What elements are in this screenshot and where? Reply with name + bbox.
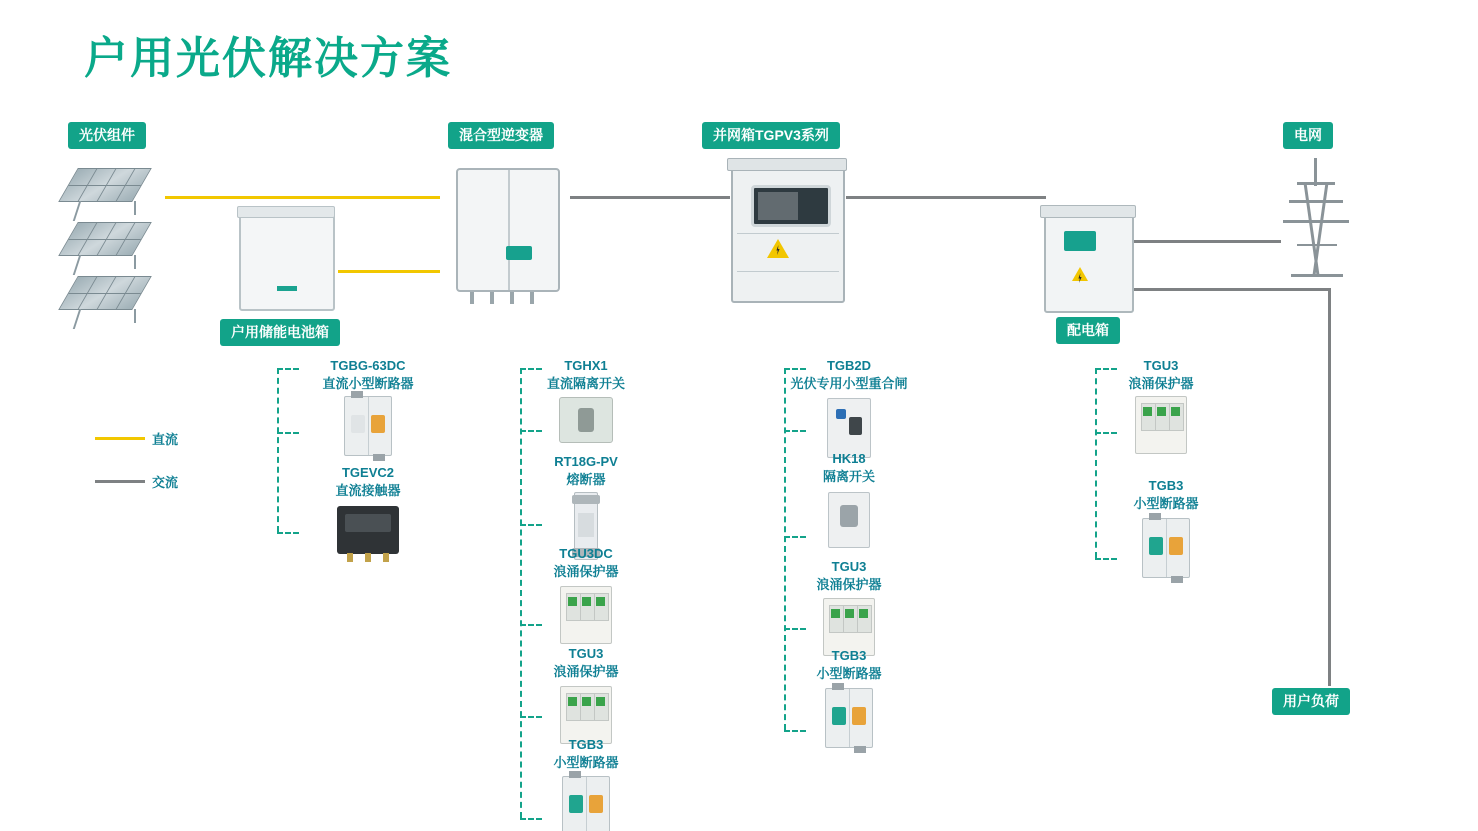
spd-indicator <box>582 697 591 706</box>
device-name: 浪涌保护器 <box>1128 375 1194 391</box>
device-label-tgb3-db <box>1133 477 1198 512</box>
page-title: 户用光伏解决方案 <box>84 34 452 83</box>
chip-grid: 电网 <box>1283 122 1333 149</box>
warning-icon <box>1072 267 1088 281</box>
inverter-connector <box>510 292 514 304</box>
device-label-tghx1 <box>547 357 625 392</box>
pv-panel-leg <box>73 255 81 275</box>
grid-box-window <box>751 185 831 227</box>
branch-tick-inverter <box>520 524 542 526</box>
pv-panel-3 <box>62 276 148 332</box>
mcb-lever <box>371 415 385 433</box>
spd-indicator <box>568 597 577 606</box>
mcb-terminal <box>1149 513 1161 520</box>
spd-indicator <box>568 697 577 706</box>
grid-box-lid <box>727 158 847 171</box>
mcb-lever <box>852 707 866 725</box>
spd-icon <box>1135 396 1187 454</box>
mcb-seam <box>849 689 850 747</box>
branch-tick-gridbox <box>784 628 806 630</box>
device-name: 直流隔离开关 <box>546 375 626 391</box>
ac-wire-load-vertical <box>1328 288 1331 686</box>
device-name: 小型断路器 <box>553 754 619 770</box>
battery-cabinet-lid <box>237 206 335 218</box>
device-label-tgb2d <box>790 357 907 392</box>
device-label-tgevc2 <box>335 464 400 499</box>
mcb-terminal <box>832 683 844 690</box>
device-model: TGB3 <box>831 648 867 663</box>
contactor-terminal <box>383 553 389 562</box>
device-model: HK18 <box>832 451 866 466</box>
spd-indicator <box>831 609 840 618</box>
legend-dc-label: 直流 <box>152 432 179 447</box>
device-name: 熔断器 <box>566 471 606 487</box>
mcb-dc-icon <box>344 396 392 456</box>
branch-tick-distbox <box>1095 558 1117 560</box>
mcb-lever <box>569 795 583 813</box>
device-label-tgu3-db <box>1128 357 1193 392</box>
dc-wire-pv-to-inverter <box>165 196 440 199</box>
spd-indicator <box>596 697 605 706</box>
fuse-cap <box>572 495 600 504</box>
device-name: 小型断路器 <box>1133 495 1199 511</box>
device-model: TGHX1 <box>564 358 608 373</box>
pv-panel-leg <box>73 201 81 221</box>
distribution-box-image <box>1044 213 1134 313</box>
inverter-connector <box>490 292 494 304</box>
mcb-icon <box>562 776 610 831</box>
mcb-icon <box>825 688 873 748</box>
rcbo-lever <box>849 417 862 435</box>
inverter-image <box>456 168 560 292</box>
device-name: 隔离开关 <box>822 468 876 484</box>
mcb-icon <box>1142 518 1190 578</box>
inverter-connector <box>470 292 474 304</box>
spd-indicator <box>1171 407 1180 416</box>
device-image-spd-db <box>1135 396 1187 454</box>
pv-panel-leg <box>73 309 81 329</box>
branch-tick-distbox <box>1095 432 1117 434</box>
chip-battery-box: 户用储能电池箱 <box>220 319 340 346</box>
spd-indicator <box>859 609 868 618</box>
device-model: RT18G-PV <box>554 454 618 469</box>
spd-indicator <box>1143 407 1152 416</box>
device-name: 浪涌保护器 <box>553 663 619 679</box>
device-model: TGU3 <box>831 559 867 574</box>
device-name: 浪涌保护器 <box>816 576 882 592</box>
fuse-body <box>578 513 594 537</box>
chip-grid-box: 并网箱TGPV3系列 <box>702 122 840 149</box>
pv-panel-face <box>58 222 152 256</box>
isolator-handle <box>840 505 858 527</box>
device-name: 直流小型断路器 <box>322 375 414 391</box>
mcb-lever <box>589 795 603 813</box>
branch-connector-battery <box>277 368 279 532</box>
device-name: 小型断路器 <box>816 665 882 681</box>
branch-tick-inverter <box>520 430 542 432</box>
mcb-lever <box>1169 537 1183 555</box>
legend-dc-line <box>95 437 145 440</box>
branch-tick-inverter <box>520 716 542 718</box>
branch-tick-gridbox <box>784 536 806 538</box>
grid-box-image <box>731 165 845 303</box>
grid-box-seam <box>737 271 839 272</box>
device-model: TGU3DC <box>559 546 613 561</box>
device-label-tgu3dc <box>553 545 618 580</box>
legend-ac-line <box>95 480 145 483</box>
warning-icon <box>767 239 789 258</box>
branch-tick-battery <box>277 532 299 534</box>
pv-panel-face <box>58 276 152 310</box>
device-name: 光伏专用小型重合闸 <box>790 375 908 391</box>
device-name: 浪涌保护器 <box>553 563 619 579</box>
spd-indicator <box>582 597 591 606</box>
device-label-hk18 <box>823 450 875 485</box>
device-model: TGBG-63DC <box>330 358 406 373</box>
spd-indicator <box>596 597 605 606</box>
device-name: 直流接触器 <box>335 482 401 498</box>
device-model: TGB2D <box>826 358 872 373</box>
mcb-seam <box>368 397 369 455</box>
pv-panel-1 <box>62 168 148 224</box>
ac-wire-distbox-to-load-h <box>1133 288 1331 291</box>
dc-wire-battery-to-inverter <box>338 270 440 273</box>
chip-dist-box: 配电箱 <box>1056 317 1120 344</box>
device-image-contactor <box>337 506 399 554</box>
device-image-mcb-gb <box>825 688 873 748</box>
mcb-seam <box>586 777 587 831</box>
ac-wire-gridbox-to-distbox <box>846 196 1046 199</box>
device-label-tgu3-gb <box>816 558 881 593</box>
ac-wire-distbox-to-grid <box>1133 240 1281 243</box>
device-label-tgbg63dc <box>322 357 413 392</box>
device-image-rcbo <box>827 398 871 458</box>
device-image-mcb-dc <box>344 396 392 456</box>
device-image-mcb-db <box>1142 518 1190 578</box>
chip-inverter: 混合型逆变器 <box>448 122 554 149</box>
mcb-terminal <box>373 454 385 461</box>
branch-tick-inverter <box>520 368 542 370</box>
device-model: TGU3 <box>1143 358 1179 373</box>
mcb-lever <box>1149 537 1163 555</box>
device-label-tgb3-inv <box>553 736 618 771</box>
mcb-seam <box>1166 519 1167 577</box>
inverter-display <box>506 246 532 260</box>
device-image-dc-switch <box>559 397 613 443</box>
pv-panel-face <box>58 168 152 202</box>
branch-connector-gridbox <box>784 368 786 730</box>
rcbo-test-button <box>836 409 846 419</box>
spd-indicator <box>1157 407 1166 416</box>
dc-switch-icon <box>559 397 613 443</box>
device-model: TGEVC2 <box>341 465 395 480</box>
pv-panel-2 <box>62 222 148 278</box>
distribution-box-window <box>1064 231 1096 251</box>
mcb-terminal <box>569 771 581 778</box>
rcbo-icon <box>827 398 871 458</box>
device-label-tgu3-inv <box>553 645 618 680</box>
dc-switch-handle <box>578 408 594 432</box>
branch-tick-distbox <box>1095 368 1117 370</box>
contactor-coil <box>345 514 391 532</box>
battery-cabinet-image <box>239 212 335 311</box>
ac-wire-inverter-to-gridbox <box>570 196 730 199</box>
branch-tick-battery <box>277 368 299 370</box>
grid-box-seam <box>737 233 839 234</box>
pv-panel-leg <box>134 201 136 215</box>
isolator-icon <box>828 492 870 548</box>
mcb-terminal <box>854 746 866 753</box>
pv-panel-leg <box>134 309 136 323</box>
inverter-connector <box>530 292 534 304</box>
contactor-icon <box>337 506 399 554</box>
mcb-terminal <box>1171 576 1183 583</box>
branch-tick-gridbox <box>784 730 806 732</box>
mcb-lever <box>832 707 846 725</box>
device-model: TGB3 <box>568 737 604 752</box>
contactor-terminal <box>365 553 371 562</box>
device-model: TGB3 <box>1148 478 1184 493</box>
branch-tick-inverter <box>520 624 542 626</box>
device-image-isolator <box>828 492 870 548</box>
device-image-spd-dc <box>560 586 612 644</box>
power-pylon-icon <box>1277 158 1355 276</box>
pv-panel-leg <box>134 255 136 269</box>
inverter-seam <box>508 170 510 290</box>
branch-connector-inverter <box>520 368 522 818</box>
device-image-mcb-inv <box>562 776 610 831</box>
legend-ac-label: 交流 <box>152 475 179 490</box>
distribution-box-lid <box>1040 205 1136 218</box>
chip-user-load: 用户负荷 <box>1272 688 1350 715</box>
branch-tick-gridbox <box>784 430 806 432</box>
branch-tick-battery <box>277 432 299 434</box>
chip-pv-modules: 光伏组件 <box>68 122 146 149</box>
device-label-rt18gpv <box>554 453 618 488</box>
spd-indicator <box>845 609 854 618</box>
device-model: TGU3 <box>568 646 604 661</box>
device-label-tgb3-gb <box>816 647 881 682</box>
contactor-terminal <box>347 553 353 562</box>
branch-connector-distbox <box>1095 368 1097 558</box>
battery-status-strip <box>277 286 297 291</box>
mcb-terminal <box>351 391 363 398</box>
mcb-lever <box>351 415 365 433</box>
branch-tick-inverter <box>520 818 542 820</box>
spd-icon <box>560 586 612 644</box>
